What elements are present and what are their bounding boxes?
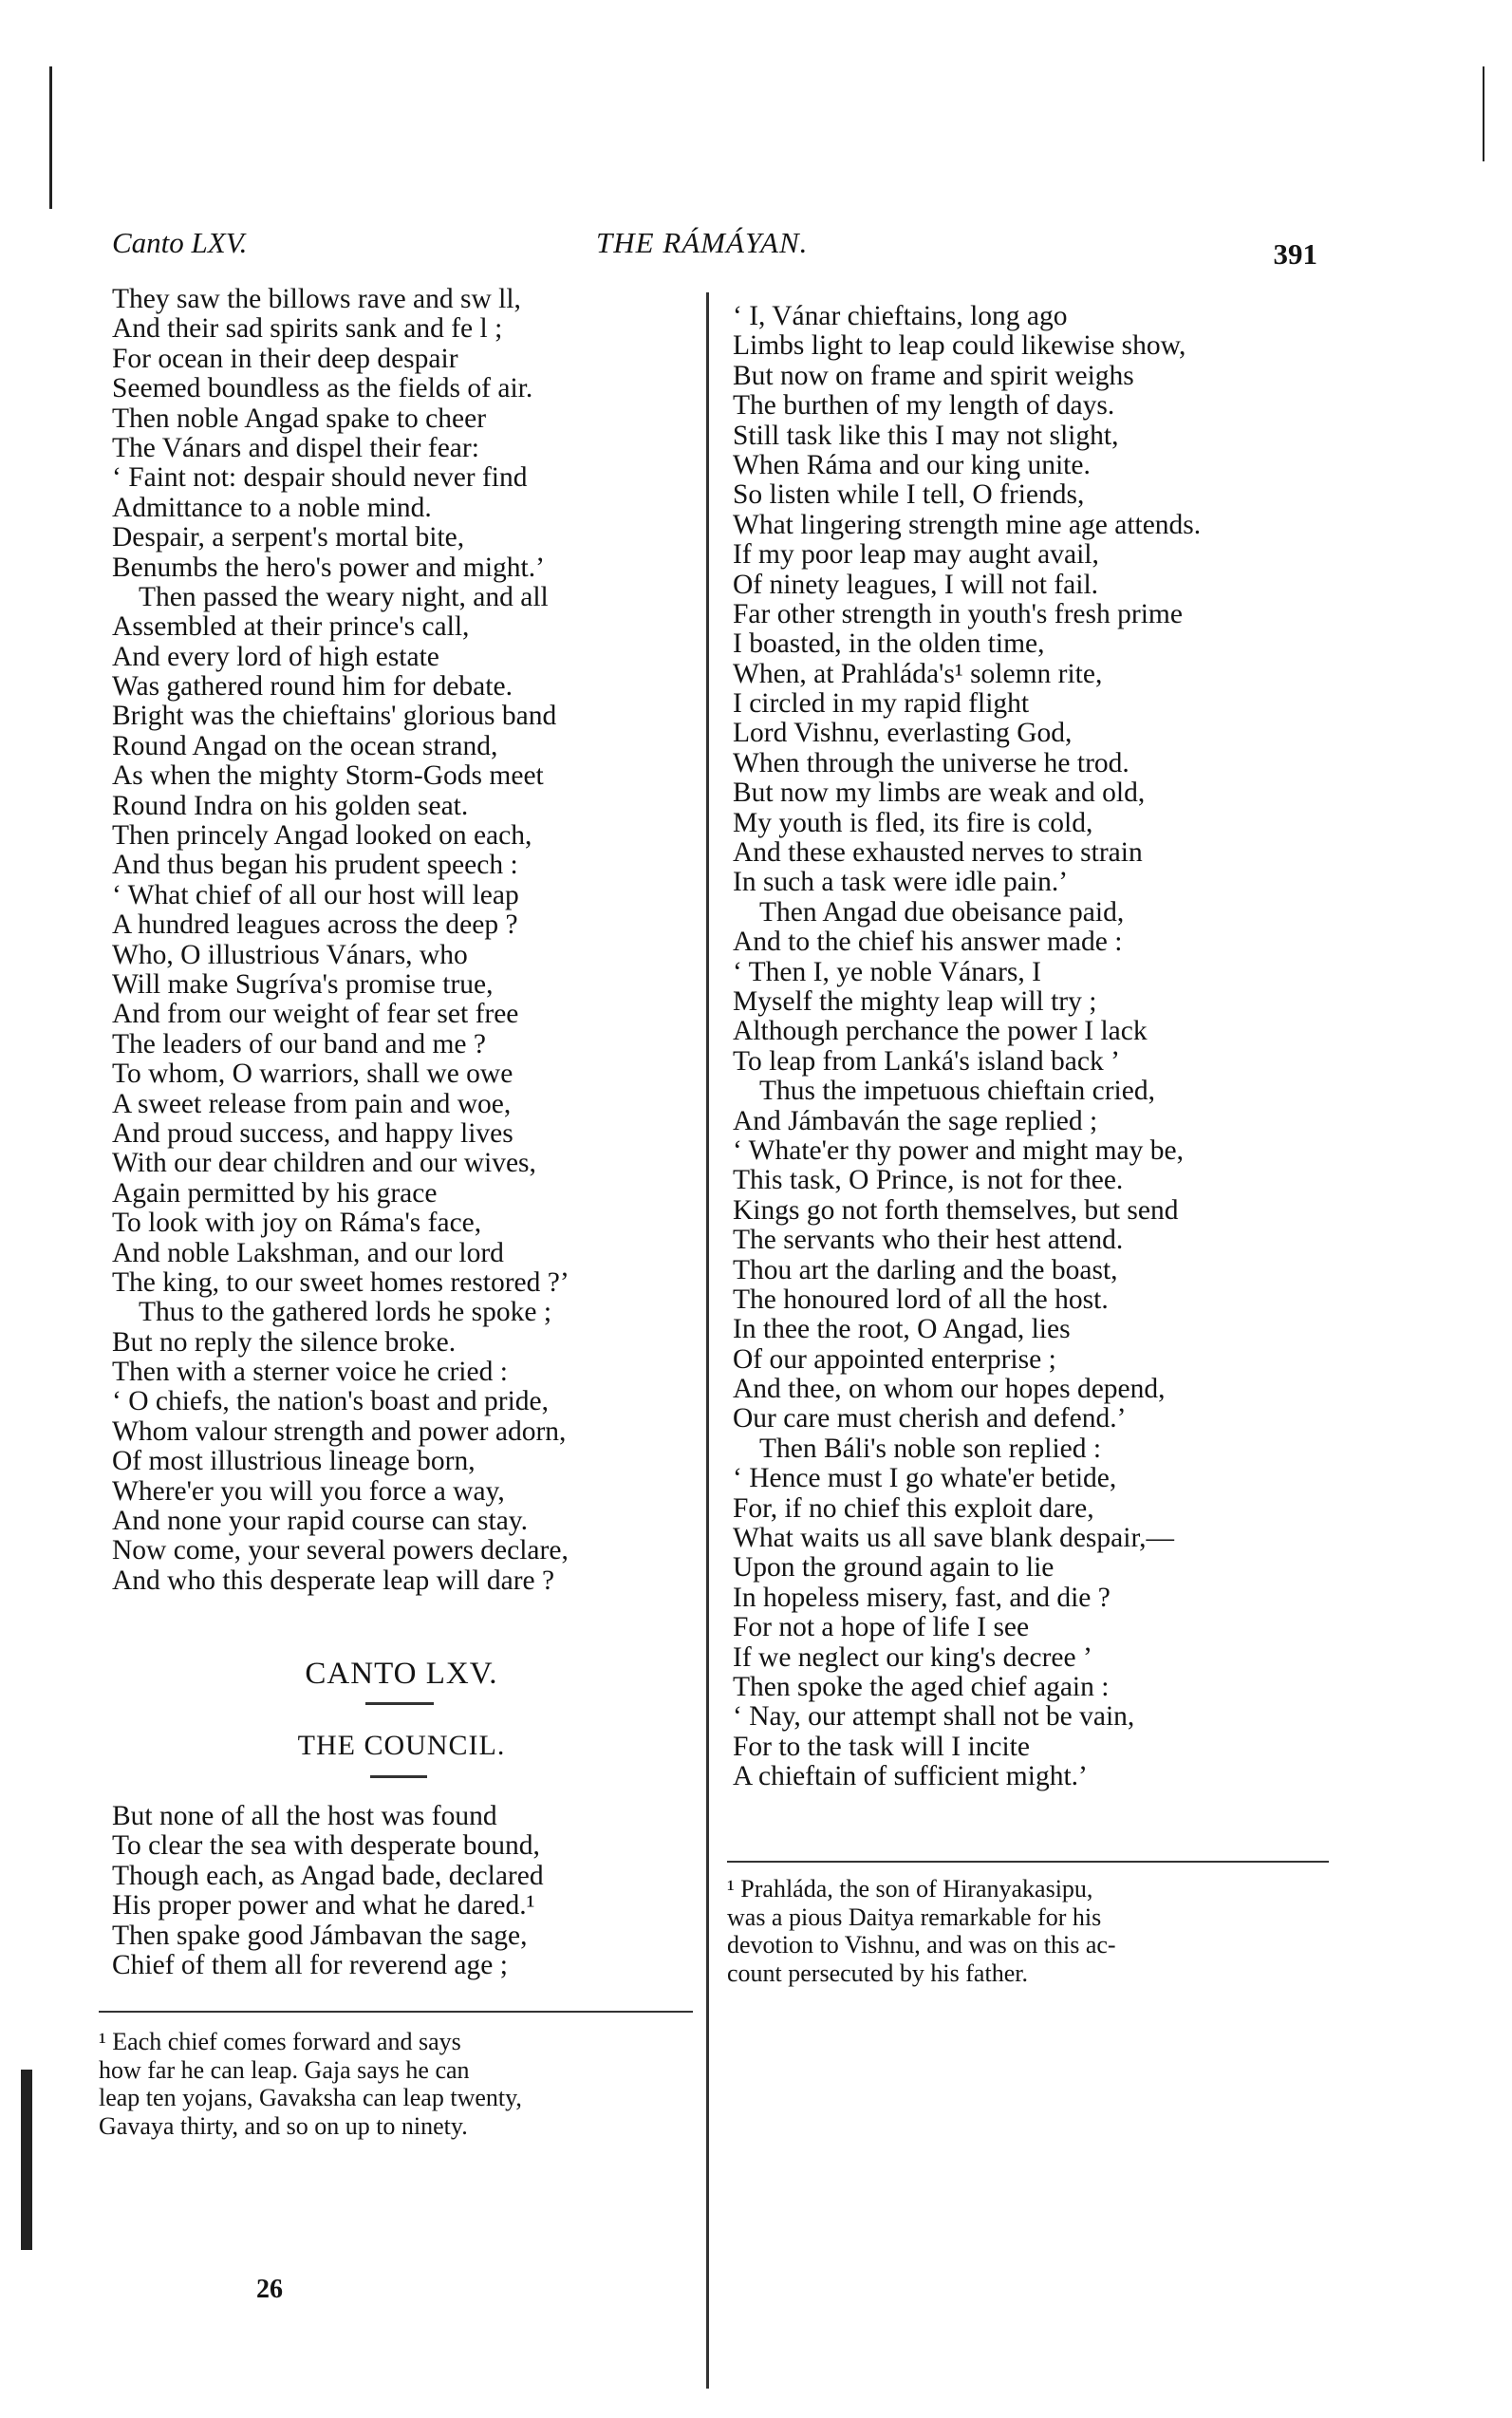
column-divider <box>706 292 709 2389</box>
verse-line: Of our appointed enterprise ; <box>733 1343 1056 1375</box>
canto-title: CANTO LXV. <box>305 1657 498 1691</box>
verse-line: Seemed boundless as the fields of air. <box>112 373 533 404</box>
verse-line: When, at Prahláda's¹ solemn rite, <box>733 658 1103 689</box>
verse-line: In hopeless misery, fast, and die ? <box>733 1582 1111 1613</box>
verse-line: The leaders of our band and me ? <box>112 1028 486 1059</box>
verse-line: Then Báli's noble son replied : <box>759 1433 1102 1464</box>
verse-line: The burthen of my length of days. <box>733 390 1115 422</box>
scan-edge-left <box>49 66 52 209</box>
verse-line: A chieftain of sufficient might.’ <box>733 1761 1088 1792</box>
footnote-line: leap ten yojans, Gavaksha can leap twenty, <box>99 2084 522 2111</box>
verse-line: The honoured lord of all the host. <box>733 1284 1109 1315</box>
verse-line: And proud success, and happy lives <box>112 1117 513 1149</box>
verse-line: ‘ Hence must I go whate'er betide, <box>733 1463 1117 1494</box>
verse-line: With our dear children and our wives, <box>112 1148 536 1179</box>
scan-edge-right <box>1483 66 1484 161</box>
verse-line: But now on frame and spirit weighs <box>733 360 1134 391</box>
scan-edge-left-lower <box>21 2070 32 2250</box>
verse-line: For to the task will I incite <box>733 1731 1030 1762</box>
verse-line: Though each, as Angad bade, declared <box>112 1860 544 1891</box>
verse-line: But no reply the silence broke. <box>112 1326 457 1358</box>
verse-line: ‘ Nay, our attempt shall not be vain, <box>733 1701 1135 1733</box>
running-header <box>112 226 1317 271</box>
signature-mark: 26 <box>256 2275 283 2304</box>
verse-line: And who this desperate leap will dare ? <box>112 1565 555 1596</box>
verse-line: My youth is fled, its fire is cold, <box>733 807 1093 838</box>
footnote-line: Gavaya thirty, and so on up to ninety. <box>99 2111 468 2140</box>
footnote-line: ¹ Prahláda, the son of Hiranyakasipu, <box>727 1875 1093 1903</box>
verse-line: Thou art the darling and the boast, <box>733 1254 1118 1285</box>
verse-line: To look with joy on Ráma's face, <box>112 1208 482 1239</box>
verse-line: Of most illustrious lineage born, <box>112 1446 476 1477</box>
verse-line: ‘ O chiefs, the nation's boast and pride, <box>112 1386 549 1417</box>
canto-rule <box>365 1702 434 1705</box>
verse-line: And every lord of high estate <box>112 641 439 672</box>
verse-line: Round Angad on the ocean strand, <box>112 730 498 761</box>
verse-line: The servants who their hest attend. <box>733 1225 1124 1256</box>
left-column-continued <box>112 1802 691 1980</box>
verse-line: Upon the ground again to lie <box>733 1552 1055 1584</box>
verse-line: The Vánars and dispel their fear: <box>112 432 479 463</box>
verse-line: ‘ What chief of all our host will leap <box>112 879 519 910</box>
verse-line: To whom, O warriors, shall we owe <box>112 1059 513 1090</box>
verse-line: What lingering strength mine age attends. <box>733 509 1202 540</box>
verse-line: When Ráma and our king unite. <box>733 449 1091 480</box>
header-title: THE RÁMÁYAN. <box>596 226 809 259</box>
verse-line: Lord Vishnu, everlasting God, <box>733 718 1073 749</box>
left-footnote-rule <box>99 2011 693 2013</box>
verse-line: Our care must cherish and defend.’ <box>733 1403 1127 1434</box>
verse-line: And none your rapid course can stay. <box>112 1506 528 1537</box>
verse-line: Although perchance the power I lack <box>733 1016 1148 1047</box>
verse-line: In such a task were idle pain.’ <box>733 867 1069 898</box>
section-title: THE COUNCIL. <box>297 1730 506 1761</box>
verse-line: Then with a sterner voice he cried : <box>112 1357 508 1388</box>
verse-line: And their sad spirits sank and fe l ; <box>112 313 503 345</box>
verse-line: The king, to our sweet homes restored ?’ <box>112 1266 569 1298</box>
verse-line: To clear the sea with desperate bound, <box>112 1830 540 1862</box>
verse-line: Then Angad due obeisance paid, <box>759 896 1125 928</box>
verse-line: Chief of them all for reverend age ; <box>112 1949 508 1980</box>
verse-line: In thee the root, O Angad, lies <box>733 1314 1071 1345</box>
verse-line: A hundred leagues across the deep ? <box>112 909 518 941</box>
verse-line: Whom valour strength and power adorn, <box>112 1415 567 1447</box>
verse-line: For not a hope of life I see <box>733 1612 1030 1643</box>
right-footnote-rule <box>727 1861 1329 1863</box>
verse-line: I circled in my rapid flight <box>733 688 1030 720</box>
verse-line: Where'er you will you force a way, <box>112 1475 505 1507</box>
verse-line: And noble Lakshman, and our lord <box>112 1237 504 1268</box>
verse-line: And thee, on whom our hopes depend, <box>733 1374 1166 1405</box>
footnote-line: count persecuted by his father. <box>727 1959 1028 1987</box>
header-canto: Canto LXV. <box>112 226 248 259</box>
verse-line: Admittance to a noble mind. <box>112 492 432 523</box>
verse-line: Kings go not forth themselves, but send <box>733 1194 1179 1226</box>
footnote-line: was a pious Daitya remarkable for his <box>727 1903 1102 1931</box>
verse-line: What waits us all save blank despair,— <box>733 1523 1174 1554</box>
verse-line: ‘ Then I, ye noble Vánars, I <box>733 956 1041 987</box>
verse-line: Then spake good Jámbavan the sage, <box>112 1920 528 1951</box>
verse-line: Then noble Angad spake to cheer <box>112 403 487 434</box>
verse-line: Was gathered round him for debate. <box>112 671 513 703</box>
verse-line: And these exhausted nerves to strain <box>733 837 1143 869</box>
verse-line: For ocean in their deep despair <box>112 343 458 374</box>
verse-line: Will make Sugríva's promise true, <box>112 968 494 1000</box>
verse-line: Thus the impetuous chieftain cried, <box>759 1076 1155 1107</box>
section-rule <box>370 1775 427 1778</box>
verse-line: Now come, your several powers declare, <box>112 1535 569 1566</box>
verse-line: Benumbs the hero's power and might.’ <box>112 552 545 583</box>
verse-line: Bright was the chieftains' glorious band <box>112 701 557 732</box>
verse-line: Round Indra on his golden seat. <box>112 790 469 821</box>
verse-line: And to the chief his answer made : <box>733 927 1123 958</box>
verse-line: Then passed the weary night, and all <box>139 581 549 612</box>
verse-line: But none of all the host was found <box>112 1801 497 1831</box>
left-column <box>112 285 691 1596</box>
verse-line: His proper power and what he dared.¹ <box>112 1890 535 1921</box>
verse-line: Despair, a serpent's mortal bite, <box>112 522 465 553</box>
verse-line: Then princely Angad looked on each, <box>112 820 532 852</box>
verse-line: But now my limbs are weak and old, <box>733 778 1146 809</box>
verse-line: A sweet release from pain and woe, <box>112 1088 512 1119</box>
footnote-line: how far he can leap. Gaja says he can <box>99 2055 470 2084</box>
page-number: 391 <box>1273 237 1317 271</box>
verse-line: ‘ Faint not: despair should never find <box>112 462 528 494</box>
verse-line: For, if no chief this exploit dare, <box>733 1492 1094 1524</box>
verse-line: Still task like this I may not slight, <box>733 420 1119 451</box>
verse-line: They saw the billows rave and sw ll, <box>112 284 521 314</box>
left-footnote <box>99 2028 695 2140</box>
verse-line: If we neglect our king's decree ’ <box>733 1641 1092 1673</box>
verse-line: As when the mighty Storm-Gods meet <box>112 760 544 792</box>
right-footnote <box>727 1875 1329 1987</box>
verse-line: And Jámbaván the sage replied ; <box>733 1105 1098 1136</box>
verse-line: Then spoke the aged chief again : <box>733 1671 1110 1702</box>
verse-line: ‘ Whate'er thy power and might may be, <box>733 1134 1184 1166</box>
verse-line: This task, O Prince, is not for thee. <box>733 1165 1124 1196</box>
verse-line: If my poor leap may aught avail, <box>733 539 1099 571</box>
verse-line: And thus began his prudent speech : <box>112 850 518 881</box>
right-column <box>733 302 1331 1792</box>
verse-line: Who, O illustrious Vánars, who <box>112 939 468 970</box>
verse-line: Myself the mighty leap will try ; <box>733 985 1097 1017</box>
verse-line: Assembled at their prince's call, <box>112 611 470 643</box>
verse-line: I boasted, in the olden time, <box>733 628 1045 660</box>
verse-line: When through the universe he trod. <box>733 747 1129 778</box>
footnote-line: ¹ Each chief comes forward and says <box>99 2028 461 2055</box>
verse-line: So listen while I tell, O friends, <box>733 479 1085 511</box>
verse-line: ‘ I, Vánar chieftains, long ago <box>733 301 1068 331</box>
verse-line: To leap from Lanká's island back ’ <box>733 1045 1120 1077</box>
verse-line: Thus to the gathered lords he spoke ; <box>139 1297 552 1328</box>
verse-line: Far other strength in youth's fresh prime <box>733 598 1183 629</box>
verse-line: Limbs light to leap could likewise show, <box>733 330 1186 362</box>
verse-line: And from our weight of fear set free <box>112 999 519 1030</box>
footnote-line: devotion to Vishnu, and was on this ac- <box>727 1931 1116 1959</box>
verse-line: Again permitted by his grace <box>112 1177 438 1209</box>
verse-line: Of ninety leagues, I will not fail. <box>733 569 1099 600</box>
